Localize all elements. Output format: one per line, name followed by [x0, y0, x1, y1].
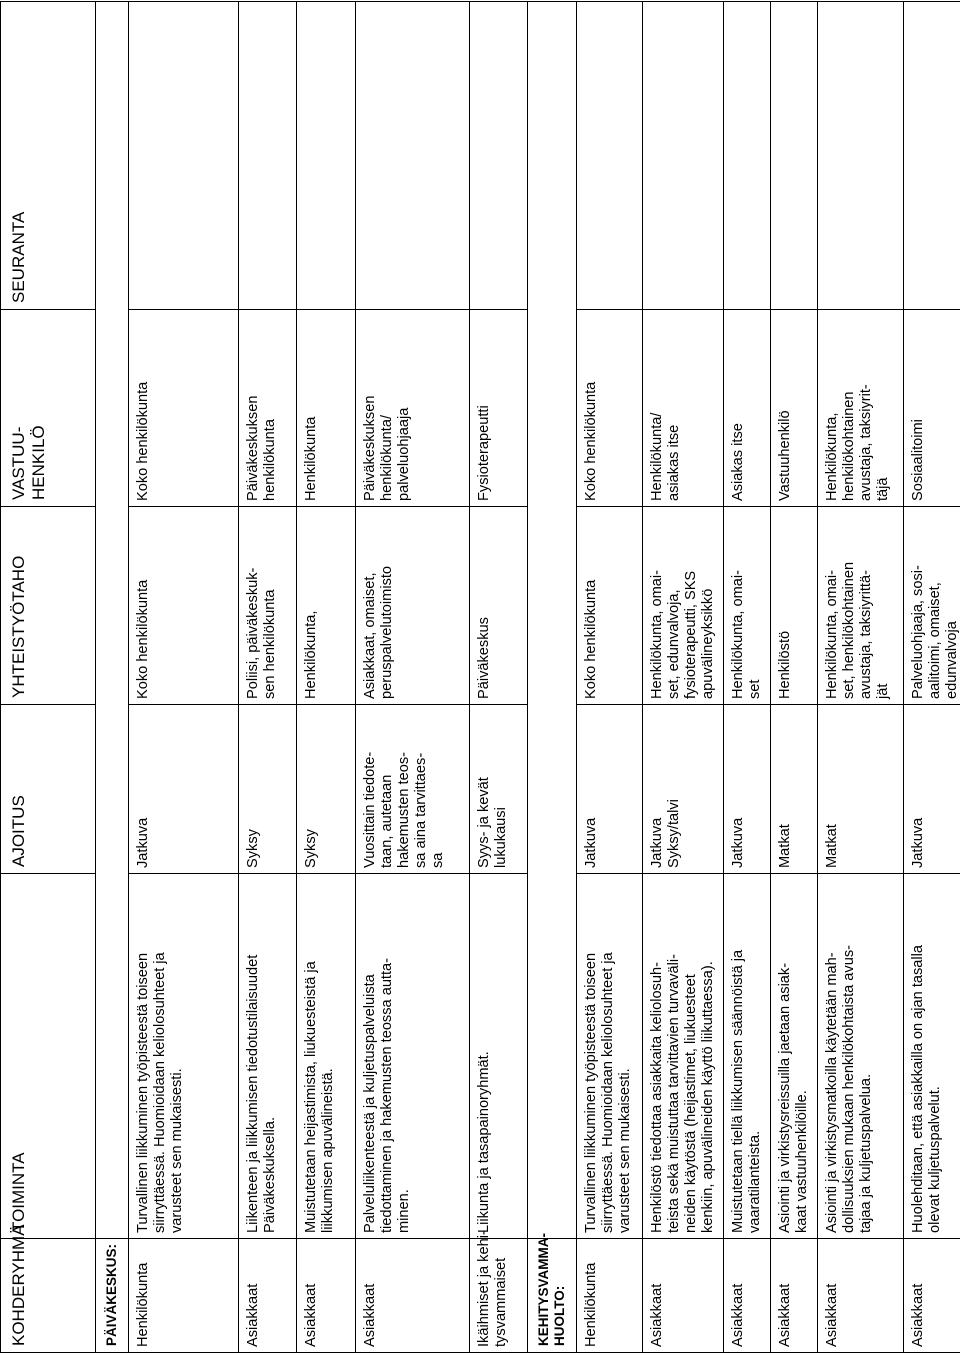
timing-cell: Jatkuva — [724, 705, 771, 874]
timing-cell: Matkat — [771, 705, 818, 874]
table-row — [724, 2, 771, 1353]
partner-cell: Koko henkilökunta — [577, 507, 643, 705]
followup-cell — [904, 2, 960, 310]
header-partner: YHTEISTYÖTAHO — [1, 507, 96, 705]
followup-cell — [818, 2, 904, 310]
activity-cell: Asiointi ja virkistysreissuilla jaetaan asiak- kaat vastuuhenkilöille. — [771, 874, 818, 1239]
table-row — [356, 2, 470, 1353]
target-cell: Asiakkaat — [724, 1239, 771, 1353]
responsible-cell: Koko henkilökunta — [577, 310, 643, 507]
followup-cell — [577, 2, 643, 310]
timing-cell: Vuosittain tiedote- taan, autetaan hakemusten teos- sa aina tarvittaes- sa — [356, 705, 470, 874]
activity-cell: Huolehditaan, että asiakkailla on ajan tasalla olevat kuljetuspalvelut. — [904, 874, 960, 1239]
target-cell: Asiakkaat — [239, 1239, 297, 1353]
target-cell: Asiakkaat — [771, 1239, 818, 1353]
timing-cell: Matkat — [818, 705, 904, 874]
activity-cell: Liikunta ja tasapainoryhmät. — [470, 874, 528, 1239]
activity-cell: Henkilöstö tiedottaa asiakkaita keliolosuh- teista sekä muistuttaa tarvittavien turvaväli- neiden käytöstä (heijastimet, liukuesteet kenkiin, apuvälineiden käyttö liikuttaessa). — [643, 874, 724, 1239]
header-followup: SEURANTA — [1, 2, 96, 310]
partner-cell: Henkilökunta, omai- set, edunvalvoja, fysioterapeutti, SKS apuvälineyksikkö — [643, 507, 724, 705]
responsible-cell: Henkilökunta — [297, 310, 356, 507]
partner-cell: Henkilökunta, omai- set, henkilökohtainen avustaja, taksiyrittä- jät — [818, 507, 904, 705]
target-cell: Henkilökunta — [577, 1239, 643, 1353]
partner-cell: Palveluohjaaja, sosi- aalitoimi, omaiset, edunvalvoja — [904, 507, 960, 705]
responsible-cell: Päiväkeskuksen henkilökunta/ palveluohjaaja — [356, 310, 470, 507]
header-timing: AJOITUS — [1, 705, 96, 874]
table-row — [297, 2, 356, 1353]
responsible-cell: Henkilökunta, henkilökohtainen avustaja, taksiyrit- täjä — [818, 310, 904, 507]
partner-cell: Henkilökunta, omai- set — [724, 507, 771, 705]
table-row — [818, 2, 904, 1353]
table-row — [904, 2, 960, 1353]
timing-cell: Jatkuva — [904, 705, 960, 874]
timing-cell: Jatkuva — [129, 705, 239, 874]
timing-cell: Syksy — [297, 705, 356, 874]
responsible-cell: Asiakas itse — [724, 310, 771, 507]
safety-plan-table — [0, 1, 960, 1353]
section-label: KEHITYSVAMMA- HUOLTO: — [528, 1239, 577, 1353]
partner-cell: Henkilökunta, — [297, 507, 356, 705]
followup-cell — [356, 2, 470, 310]
header-target: KOHDERYHMÄ — [1, 1239, 96, 1353]
partner-cell: Päiväkeskus — [470, 507, 528, 705]
target-cell: Asiakkaat — [297, 1239, 356, 1353]
timing-cell: Syksy — [239, 705, 297, 874]
table-row — [643, 2, 724, 1353]
activity-cell: Turvallinen liikkuminen työpisteestä toiseen siirryttäessä. Huomioidaan keliolosuhteet ja varusteet sen mukaisesti. — [577, 874, 643, 1239]
section-label: PÄIVÄKESKUS: — [96, 1239, 129, 1353]
target-cell: Asiakkaat — [818, 1239, 904, 1353]
activity-cell: Asiointi ja virkistysmatkoilla käytetään mah- dollisuuksien mukaan henkilökohtaista avus- tajaa ja kuljetuspalvelua. — [818, 874, 904, 1239]
responsible-cell: Päiväkeskuksen henkilökunta — [239, 310, 297, 507]
followup-cell — [129, 2, 239, 310]
table-row — [129, 2, 239, 1353]
target-cell: Asiakkaat — [643, 1239, 724, 1353]
section-row — [528, 2, 577, 1353]
target-cell: Henkilökunta — [129, 1239, 239, 1353]
followup-cell — [239, 2, 297, 310]
target-cell: Ikäihmiset ja kehi- tysvammaiset — [470, 1239, 528, 1353]
responsible-cell: Vastuuhenkilö — [771, 310, 818, 507]
responsible-cell: Koko henkilökunta — [129, 310, 239, 507]
timing-cell: Jatkuva — [577, 705, 643, 874]
followup-cell — [643, 2, 724, 310]
responsible-cell: Henkilökunta/ asiakas itse — [643, 310, 724, 507]
header-row — [1, 2, 96, 1353]
followup-cell — [771, 2, 818, 310]
table-row — [470, 2, 528, 1353]
partner-cell: Koko henkilökunta — [129, 507, 239, 705]
followup-cell — [470, 2, 528, 310]
activity-cell: Palveluliikenteestä ja kuljetuspalveluista tiedottaminen ja hakemusten teossa autta- minen. — [356, 874, 470, 1239]
section-row — [96, 2, 129, 1353]
responsible-cell: Fysioterapeutti — [470, 310, 528, 507]
activity-cell: Muistutetaan heijastimista, liukuesteistä ja liikkumisen apuvälineistä. — [297, 874, 356, 1239]
timing-cell: Syys- ja kevät lukukausi — [470, 705, 528, 874]
table-row — [577, 2, 643, 1353]
section-fill — [528, 2, 577, 1239]
section-fill — [96, 2, 129, 1239]
target-cell: Asiakkaat — [356, 1239, 470, 1353]
table-row — [239, 2, 297, 1353]
partner-cell: Poliisi, päiväkeskuk- sen henkilökunta — [239, 507, 297, 705]
timing-cell: Jatkuva Syksy/talvi — [643, 705, 724, 874]
header-activity: TOIMINTA — [1, 874, 96, 1239]
target-cell: Asiakkaat — [904, 1239, 960, 1353]
activity-cell: Turvallinen liikkuminen työpisteestä toiseen siirryttäessä. Huomioidaan keliolosuhteet ja varusteet sen mukaisesti. — [129, 874, 239, 1239]
table-row — [771, 2, 818, 1353]
activity-cell: Liikenteen ja liikkumisen tiedotustilaisuudet Päiväkeskuksella. — [239, 874, 297, 1239]
partner-cell: Asiakkaat, omaiset, peruspalvelutoimisto — [356, 507, 470, 705]
followup-cell — [724, 2, 771, 310]
followup-cell — [297, 2, 356, 310]
partner-cell: Henkilöstö — [771, 507, 818, 705]
header-responsible: VASTUU- HENKILÖ — [1, 310, 96, 507]
responsible-cell: Sosiaalitoimi — [904, 310, 960, 507]
activity-cell: Muistutetaan tiellä liikkumisen säännöistä ja vaaratilanteista. — [724, 874, 771, 1239]
